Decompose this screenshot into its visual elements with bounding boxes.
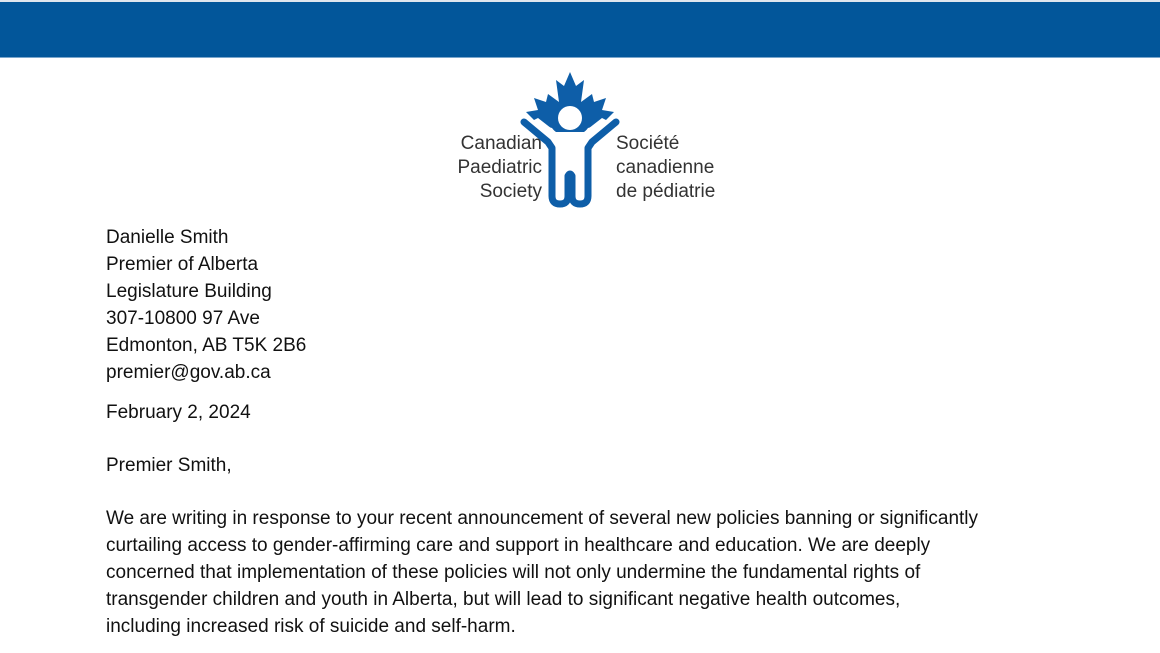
logo-french-name [616,132,715,204]
recipient-building: Legislature Building [106,281,272,302]
logo-english-line: Paediatric [457,157,542,178]
recipient-city: Edmonton, AB T5K 2B6 [106,335,307,356]
letter-date: February 2, 2024 [106,402,251,423]
recipient-email: premier@gov.ab.ca [106,362,271,383]
logo-french-line: Société [616,133,680,154]
letter-body [106,224,1066,640]
logo-french-line: canadienne [616,157,715,178]
salutation: Premier Smith, [106,455,232,476]
logo-french-line: de pédiatrie [616,181,716,202]
paragraph-line: concerned that implementation of these policies will not only undermine the fundamental rights of [106,562,921,583]
recipient-title: Premier of Alberta [106,254,259,275]
paragraph-line: curtailing access to gender-affirming care and support in healthcare and education. We are deeply [106,535,931,556]
paragraph-line: We are writing in response to your recent announcement of several new policies banning or significantly [106,508,979,529]
body-paragraph [106,505,1066,640]
recipient-street: 307-10800 97 Ave [106,308,260,329]
cps-logo [420,72,750,212]
logo-english-line: Society [479,181,542,202]
maple-leaf-child-icon [518,72,622,208]
logo-english-line: Canadian [460,133,542,154]
letterhead-bar [0,2,1160,58]
paragraph-line: including increased risk of suicide and self-harm. [106,616,516,637]
paragraph-line: transgender children and youth in Alberta, but will lead to significant negative health outcomes, [106,589,901,610]
recipient-address [106,224,1066,386]
recipient-name: Danielle Smith [106,227,229,248]
